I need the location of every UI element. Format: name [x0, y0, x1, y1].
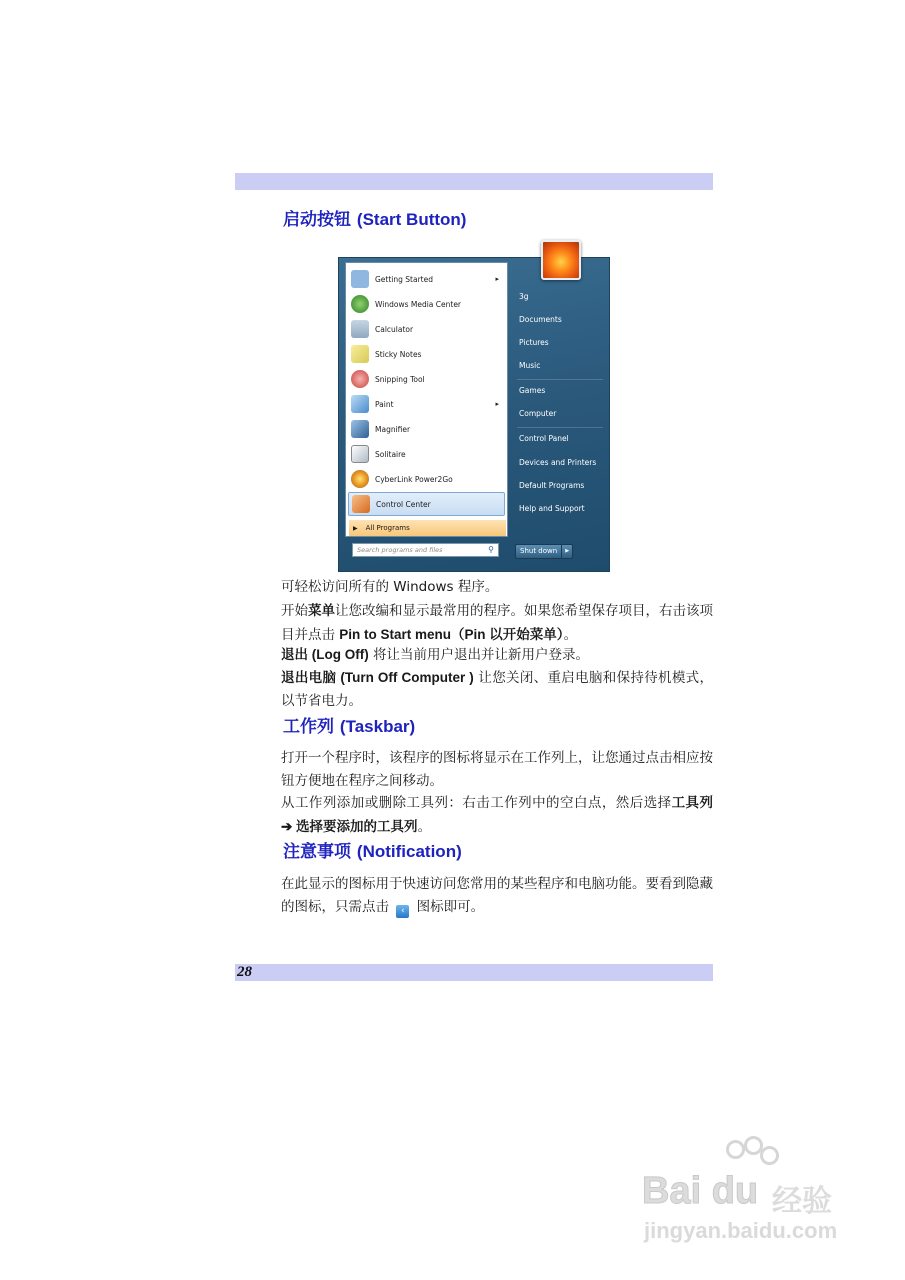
text-span: 在此显示的图标用于快速访问您常用的某些程序和电脑功能。要看到隐藏的图标，只需点击 [281, 876, 713, 915]
right-item-devices-printers[interactable]: Devices and Printers [519, 458, 597, 467]
program-sticky-notes[interactable] [348, 342, 505, 366]
program-label: Snipping Tool [375, 374, 425, 384]
right-item-music[interactable]: Music [519, 361, 541, 370]
program-label: Calculator [375, 324, 414, 334]
program-label: Getting Started [375, 274, 433, 284]
solitaire-icon [351, 445, 369, 463]
program-calculator[interactable] [348, 317, 505, 341]
start-paragraph-2 [281, 599, 713, 647]
watermark-logo: Bai du [642, 1170, 759, 1212]
program-label: Control Center [376, 499, 431, 509]
right-separator [517, 379, 603, 380]
search-icon[interactable]: ⚲ [488, 545, 494, 554]
paw-icon [726, 1140, 745, 1159]
baidu-watermark [642, 1140, 857, 1255]
text-span: 从工作列添加或删除工具列：右击工作列中的空白点，然后选择 [281, 795, 672, 811]
start-paragraph-1: 可轻松访问所有的 Windows 程序。 [281, 579, 499, 595]
top-header-band [235, 173, 713, 190]
show-hidden-icons-icon: ‹ [396, 905, 409, 918]
program-label: Windows Media Center [375, 299, 462, 309]
program-solitaire[interactable] [348, 442, 505, 466]
bold-text: Pin to Start menu（Pin 以开始菜单） [339, 627, 564, 642]
shutdown-button[interactable] [515, 544, 573, 559]
start-paragraph-4 [281, 666, 713, 713]
program-label: Magnifier [375, 424, 411, 434]
search-programs-input[interactable] [352, 543, 499, 557]
text-span: 让您关闭、重启电脑和保持待机模式，以节省电力。 [281, 670, 713, 709]
magnifier-icon [351, 420, 369, 438]
heading-notification: 注意事项 (Notification) [283, 842, 462, 862]
right-item-user[interactable]: 3g [519, 292, 529, 301]
calculator-icon [351, 320, 369, 338]
getting-started-icon [351, 270, 369, 288]
text-span: 将让当前用户退出并让新用户登录。 [368, 647, 590, 663]
right-item-default-programs[interactable]: Default Programs [519, 481, 585, 490]
text-span: 图标即可。 [412, 899, 485, 915]
right-item-control-panel[interactable]: Control Panel [519, 434, 569, 443]
right-item-pictures[interactable]: Pictures [519, 338, 549, 347]
right-item-computer[interactable]: Computer [519, 409, 557, 418]
triangle-right-icon: ▶ [353, 524, 358, 532]
watermark-cn: 经验 [772, 1184, 832, 1219]
start-menu-program-list [345, 262, 508, 537]
start-menu-screenshot [338, 257, 610, 572]
bold-text: 工具列 ➔ 选择要添加的工具列 [281, 795, 714, 834]
scissors-icon [351, 370, 369, 388]
bold-text: 退出电脑 (Turn Off Computer ) [281, 670, 474, 685]
submenu-arrow-icon: ▸ [495, 400, 499, 408]
shutdown-label: Shut down [516, 545, 561, 558]
watermark-url: jingyan.baidu.com [644, 1218, 838, 1243]
program-getting-started[interactable] [348, 267, 505, 291]
user-avatar[interactable] [541, 240, 581, 280]
program-label: CyberLink Power2Go [375, 474, 453, 484]
media-center-icon [351, 295, 369, 313]
heading-start-button: 启动按钮 (Start Button) [283, 210, 467, 230]
text-span: 开始 [281, 603, 308, 619]
right-item-games[interactable]: Games [519, 386, 546, 395]
bold-text: 菜单 [308, 603, 335, 618]
program-paint[interactable] [348, 392, 505, 416]
text-span: 。 [563, 627, 578, 643]
all-programs-button[interactable] [349, 520, 506, 536]
shutdown-arrow-icon[interactable]: ▶ [561, 545, 572, 558]
program-control-center[interactable] [348, 492, 505, 516]
program-label: Solitaire [375, 449, 406, 459]
taskbar-paragraph-2 [281, 791, 713, 839]
right-item-documents[interactable]: Documents [519, 315, 562, 324]
heading-taskbar: 工作列 (Taskbar) [283, 717, 416, 737]
right-separator [517, 427, 603, 428]
control-center-icon [352, 495, 370, 513]
program-windows-media-center[interactable] [348, 292, 505, 316]
taskbar-paragraph-1: 打开一个程序时，该程序的图标将显示在工作列上，让您通过点击相应按钮方便地在程序之间移动。 [281, 750, 713, 789]
text-span: 。 [417, 819, 432, 835]
text-span: 让您改编和显示最常用的程序。如果您希望保存项目，右击该项目并点击 [281, 603, 713, 643]
search-placeholder: Search programs and files [357, 546, 443, 554]
program-label: Sticky Notes [375, 349, 422, 359]
page-number: 28 [237, 964, 252, 980]
bold-text: 退出 (Log Off) [281, 647, 369, 662]
power2go-icon [351, 470, 369, 488]
bottom-footer-band [235, 964, 713, 981]
right-item-help-support[interactable]: Help and Support [519, 504, 585, 513]
paint-icon [351, 395, 369, 413]
sticky-notes-icon [351, 345, 369, 363]
start-paragraph-3 [281, 643, 713, 667]
submenu-arrow-icon: ▸ [495, 275, 499, 283]
program-snipping-tool[interactable] [348, 367, 505, 391]
program-magnifier[interactable] [348, 417, 505, 441]
all-programs-label: All Programs [365, 524, 410, 532]
notification-paragraph-1 [281, 873, 713, 919]
program-cyberlink-power2go[interactable] [348, 467, 505, 491]
program-label: Paint [375, 399, 394, 409]
paw-icon [760, 1146, 779, 1165]
